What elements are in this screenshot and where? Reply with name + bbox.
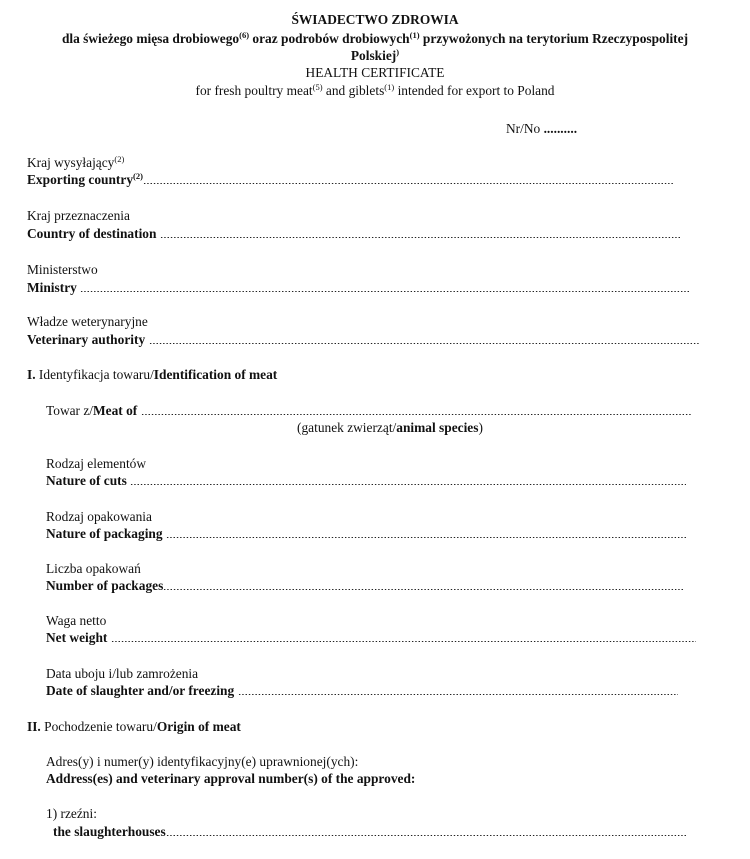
section-2-heading <box>27 719 241 735</box>
nature-of-cuts-field[interactable] <box>46 473 686 489</box>
exporting-country-field[interactable] <box>27 172 697 188</box>
section-title-pl: Pochodzenie towaru/ <box>40 719 157 734</box>
certificate-number-value[interactable]: .......... <box>540 121 578 136</box>
meat-of-label-en: Meat of <box>93 403 138 418</box>
footnote-ref: (1) <box>384 82 395 92</box>
date-label-pl: Data uboju i/lub zamrożenia <box>46 666 199 681</box>
title-en: HEALTH CERTIFICATE <box>305 65 445 80</box>
species-note <box>297 420 483 436</box>
subtitle-pl-part-b: oraz podrobów drobiowych <box>249 31 410 46</box>
nature-of-cuts-label-en: Nature of cuts <box>46 473 127 488</box>
ministry-label-pl: Ministerstwo <box>27 262 98 277</box>
address-label-en: Address(es) and veterinary approval number(s) of the approved: <box>46 771 416 786</box>
title-pl: ŚWIADECTWO ZDROWIA <box>291 12 459 27</box>
packages-field[interactable] <box>46 578 689 594</box>
weight-label-en: Net weight <box>46 630 108 645</box>
date-field[interactable] <box>46 683 699 699</box>
date-label-en: Date of slaughter and/or freezing <box>46 683 235 698</box>
certificate-number <box>506 121 577 137</box>
subtitle-pl <box>0 31 750 47</box>
exporting-country-label-pl <box>27 155 124 171</box>
subtitle-pl-line2-text: Polskiej <box>350 48 397 63</box>
footnote-ref: ) <box>396 47 400 57</box>
section-title-en: Identification of meat <box>153 367 278 382</box>
packaging-label-en: Nature of packaging <box>46 526 163 541</box>
dotted-line[interactable] <box>166 528 686 538</box>
packaging-field[interactable] <box>46 526 688 542</box>
ministry-label-en: Ministry <box>27 280 77 295</box>
species-note-pl: (gatunek zwierząt/ <box>297 420 397 435</box>
dotted-line[interactable] <box>130 475 686 485</box>
subtitle-en-part-a: for fresh poultry meat <box>195 83 313 98</box>
certificate-number-label: Nr/No <box>506 121 541 136</box>
slaughterhouses-field[interactable] <box>53 824 689 840</box>
dotted-line[interactable] <box>111 632 696 642</box>
weight-label-pl: Waga netto <box>46 613 107 628</box>
address-label-pl: Adres(y) i numer(y) identyfikacyjny(e) uprawnionej(ych): <box>46 754 359 769</box>
section-title-en: Origin of meat <box>156 719 241 734</box>
subtitle-en-part-b: and giblets <box>322 83 385 98</box>
subtitle-pl-line2 <box>0 48 750 64</box>
dotted-line[interactable] <box>163 580 683 590</box>
dotted-line[interactable] <box>166 826 686 836</box>
destination-label-pl: Kraj przeznaczenia <box>27 208 130 223</box>
nature-of-cuts-label-pl: Rodzaj elementów <box>46 456 147 471</box>
label-text: Kraj wysyłający <box>27 155 115 170</box>
footnote-ref: (1) <box>409 30 420 40</box>
dotted-line[interactable] <box>141 405 691 415</box>
vet-authority-label-en: Veterinary authority <box>27 332 146 347</box>
subtitle-pl-part-a: dla świeżego mięsa drobiowego <box>61 31 240 46</box>
section-numeral: II. <box>27 719 41 734</box>
section-1-heading <box>27 367 277 383</box>
subtitle-en-part-c: intended for export to Poland <box>394 83 555 98</box>
vet-authority-label-pl: Władze weterynaryjne <box>27 314 148 329</box>
packaging-label-pl: Rodzaj opakowania <box>46 509 152 524</box>
footnote-ref: (5) <box>312 82 323 92</box>
species-note-close: ) <box>478 420 483 435</box>
subtitle-pl-part-c: przywożonych na terytorium Rzeczypospolitej <box>419 31 689 46</box>
dotted-line[interactable] <box>149 334 699 344</box>
meat-of-field[interactable] <box>46 403 691 419</box>
packages-label-en: Number of packages <box>46 578 164 593</box>
species-note-en: animal species <box>396 420 479 435</box>
destination-label-en: Country of destination <box>27 226 157 241</box>
vet-authority-field[interactable] <box>27 332 702 348</box>
footnote-ref: (6) <box>239 30 250 40</box>
weight-field[interactable] <box>46 630 701 646</box>
section-title-pl: Identyfikacja towaru/ <box>35 367 154 382</box>
dotted-line[interactable] <box>80 282 690 292</box>
footnote-ref: (2) <box>133 172 143 181</box>
packages-label-pl: Liczba opakowań <box>46 561 141 576</box>
slaughterhouses-label-en: the slaughterhouses <box>53 824 166 839</box>
destination-field[interactable] <box>27 226 692 242</box>
subtitle-en <box>0 83 750 99</box>
footnote-ref: (2) <box>114 154 125 164</box>
slaughterhouses-label-pl: 1) rzeźni: <box>46 806 97 821</box>
ministry-field[interactable] <box>27 280 692 296</box>
dotted-line[interactable] <box>143 174 673 184</box>
dotted-line[interactable] <box>238 685 678 695</box>
exporting-country-label-en: Exporting country <box>27 172 134 187</box>
meat-of-label-pl: Towar z/ <box>46 403 94 418</box>
section-numeral: I. <box>27 367 36 382</box>
dotted-line[interactable] <box>160 228 680 238</box>
